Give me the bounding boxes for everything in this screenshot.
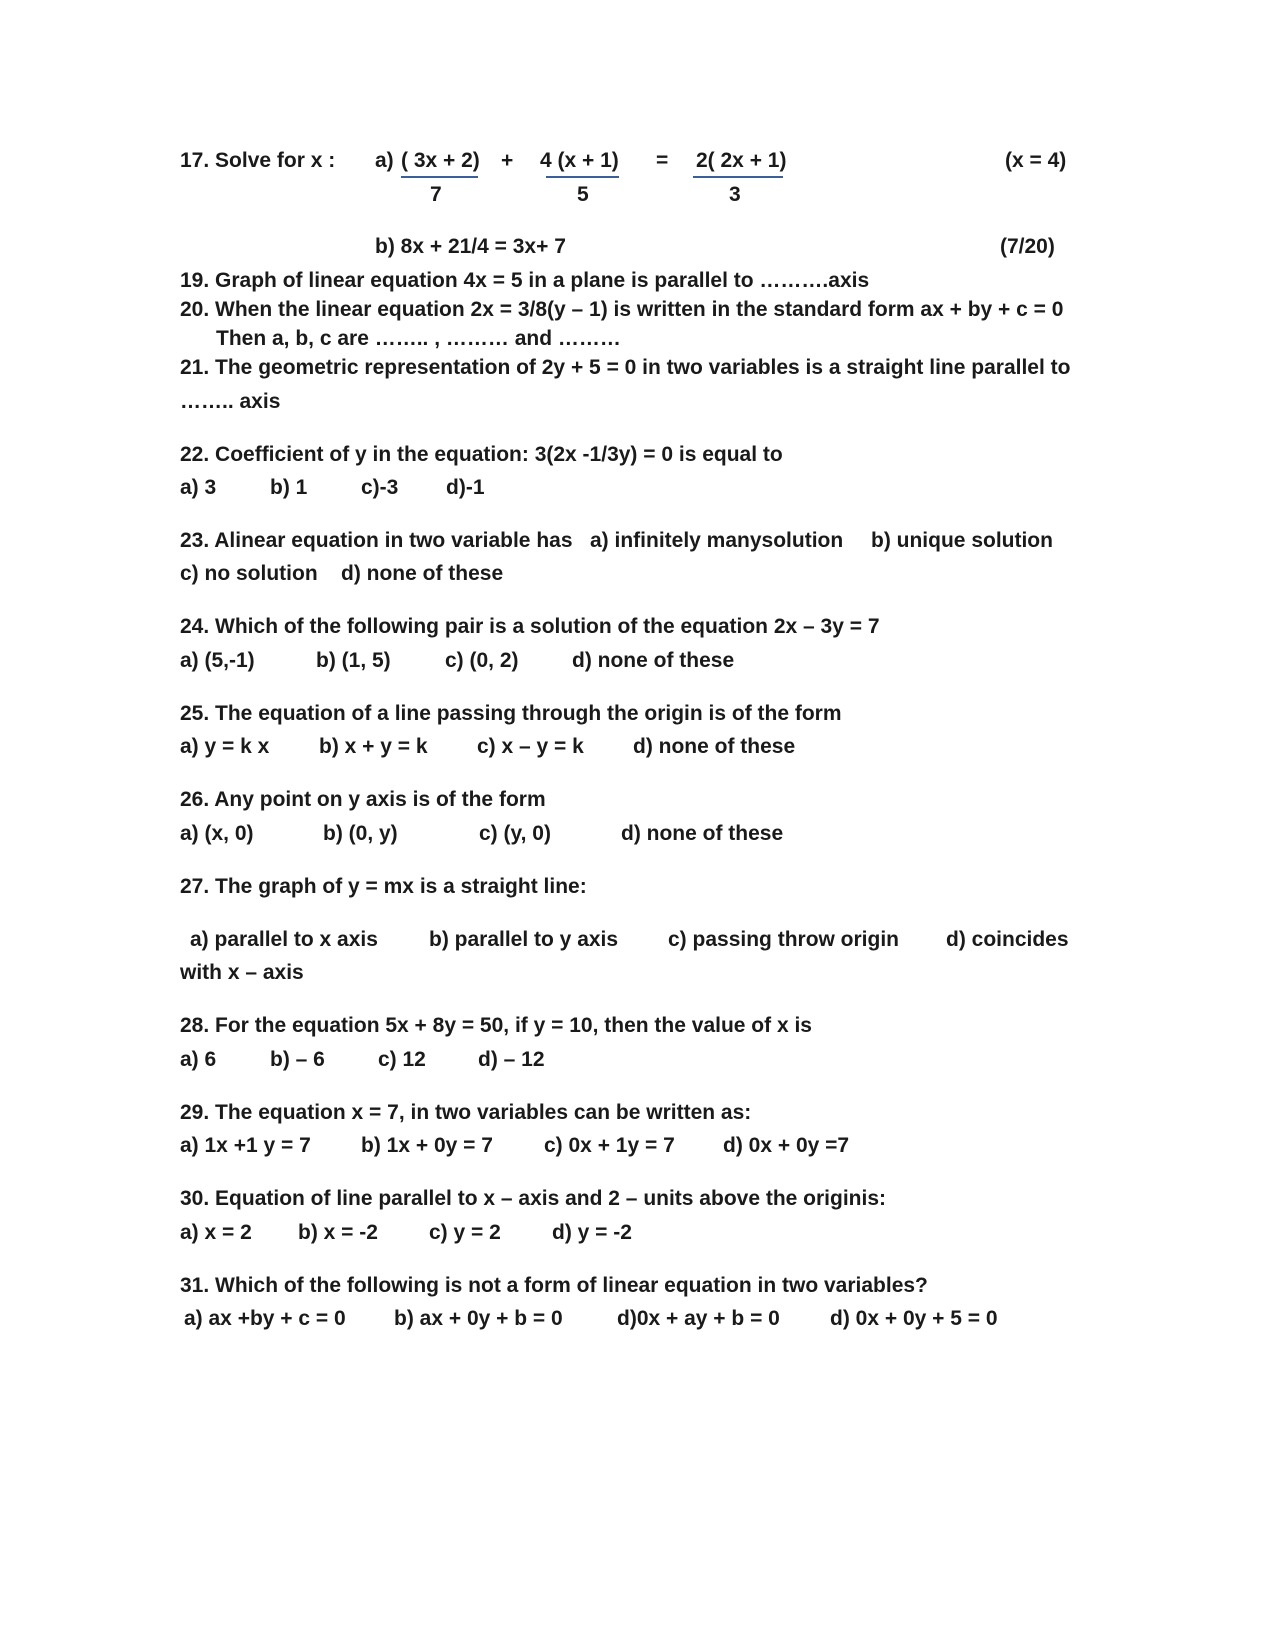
q17-fraction-bar-1 <box>401 176 478 178</box>
q29-option-d: d) 0x + 0y =7 <box>723 1134 850 1157</box>
q20-line2: Then a, b, c are …….. , ……… and ……… <box>216 327 621 350</box>
q26-option-c: c) (y, 0) <box>479 822 551 845</box>
q20-line1: 20. When the linear equation 2x = 3/8(y – 1) is written in the standard form ax + by + c = 0 <box>180 298 1064 321</box>
q29-question: 29. The equation x = 7, in two variables can be written as: <box>180 1101 752 1124</box>
q25-option-b: b) x + y = k <box>319 735 428 758</box>
q28-option-c: c) 12 <box>378 1048 426 1071</box>
q24-option-c: c) (0, 2) <box>445 649 519 672</box>
q28-question: 28. For the equation 5x + 8y = 50, if y = 10, then the value of x is <box>180 1014 812 1037</box>
q29-option-c: c) 0x + 1y = 7 <box>544 1134 675 1157</box>
q28-option-a: a) 6 <box>180 1048 217 1071</box>
q24-question: 24. Which of the following pair is a solution of the equation 2x – 3y = 7 <box>180 615 880 638</box>
q31-option-b: b) ax + 0y + b = 0 <box>394 1307 563 1330</box>
q17-label: 17. Solve for x : <box>180 149 336 172</box>
q19-text: 19. Graph of linear equation 4x = 5 in a plane is parallel to ……….axis <box>180 269 870 292</box>
q30-option-b: b) x = -2 <box>298 1221 378 1244</box>
q24-option-a: a) (5,-1) <box>180 649 255 672</box>
q29-option-a: a) 1x +1 y = 7 <box>180 1134 311 1157</box>
q23-option-a: a) infinitely manysolution <box>590 529 844 552</box>
q17-answer-a: (x = 4) <box>1005 149 1067 172</box>
q25-question: 25. The equation of a line passing through the origin is of the form <box>180 702 842 725</box>
q25-option-c: c) x – y = k <box>477 735 584 758</box>
q17-fraction-bar-2 <box>546 176 619 178</box>
q27-option-d: d) coincides <box>946 928 1069 951</box>
q22-option-a: a) 3 <box>180 476 217 499</box>
q24-option-d: d) none of these <box>572 649 735 672</box>
q30-option-d: d) y = -2 <box>552 1221 632 1244</box>
q31-question: 31. Which of the following is not a form of linear equation in two variables? <box>180 1274 928 1297</box>
q23-question: 23. Alinear equation in two variable has <box>180 529 573 552</box>
q22-option-b: b) 1 <box>270 476 308 499</box>
q17-numerator-2: 4 (x + 1) <box>540 149 619 172</box>
q17-denominator-3: 3 <box>729 183 741 206</box>
q29-option-b: b) 1x + 0y = 7 <box>361 1134 493 1157</box>
q17-denominator-1: 7 <box>430 183 442 206</box>
q26-option-a: a) (x, 0) <box>180 822 254 845</box>
q17-numerator-1: ( 3x + 2) <box>401 149 480 172</box>
q17-part-b: b) 8x + 21/4 = 3x+ 7 <box>375 235 566 258</box>
q22-option-d: d)-1 <box>446 476 485 499</box>
q27-option-c: c) passing throw origin <box>668 928 900 951</box>
q25-option-a: a) y = k x <box>180 735 270 758</box>
q17-plus-sign: + <box>501 149 514 172</box>
q28-option-b: b) – 6 <box>270 1048 325 1071</box>
q27-question: 27. The graph of y = mx is a straight line: <box>180 875 587 898</box>
q23-option-d: d) none of these <box>341 562 504 585</box>
q23-option-c: c) no solution <box>180 562 318 585</box>
q27-option-b: b) parallel to y axis <box>429 928 619 951</box>
q21-line2: …….. axis <box>180 390 281 413</box>
q17-equals-sign: = <box>656 149 669 172</box>
q17-fraction-bar-3 <box>693 176 783 178</box>
q30-option-c: c) y = 2 <box>429 1221 501 1244</box>
q25-option-d: d) none of these <box>633 735 796 758</box>
q17-part-a-label: a) <box>375 149 394 172</box>
q31-option-c: d)0x + ay + b = 0 <box>617 1307 780 1330</box>
q17-numerator-3: 2( 2x + 1) <box>696 149 787 172</box>
q17-answer-b: (7/20) <box>1000 235 1055 258</box>
q26-question: 26. Any point on y axis is of the form <box>180 788 546 811</box>
q28-option-d: d) – 12 <box>478 1048 545 1071</box>
q23-option-b: b) unique solution <box>871 529 1053 552</box>
q26-option-d: d) none of these <box>621 822 784 845</box>
q22-question: 22. Coefficient of y in the equation: 3(2x -1/3y) = 0 is equal to <box>180 443 783 466</box>
q27-option-d-continuation: with x – axis <box>180 961 304 984</box>
q27-option-a: a) parallel to x axis <box>190 928 378 951</box>
q26-option-b: b) (0, y) <box>323 822 398 845</box>
q30-option-a: a) x = 2 <box>180 1221 252 1244</box>
q17-denominator-2: 5 <box>577 183 589 206</box>
q24-option-b: b) (1, 5) <box>316 649 391 672</box>
q31-option-d: d) 0x + 0y + 5 = 0 <box>830 1307 998 1330</box>
q22-option-c: c)-3 <box>361 476 399 499</box>
q30-question: 30. Equation of line parallel to x – axis and 2 – units above the originis: <box>180 1187 887 1210</box>
q31-option-a: a) ax +by + c = 0 <box>184 1307 346 1330</box>
q21-line1: 21. The geometric representation of 2y + 5 = 0 in two variables is a straight line parallel to <box>180 356 1071 379</box>
